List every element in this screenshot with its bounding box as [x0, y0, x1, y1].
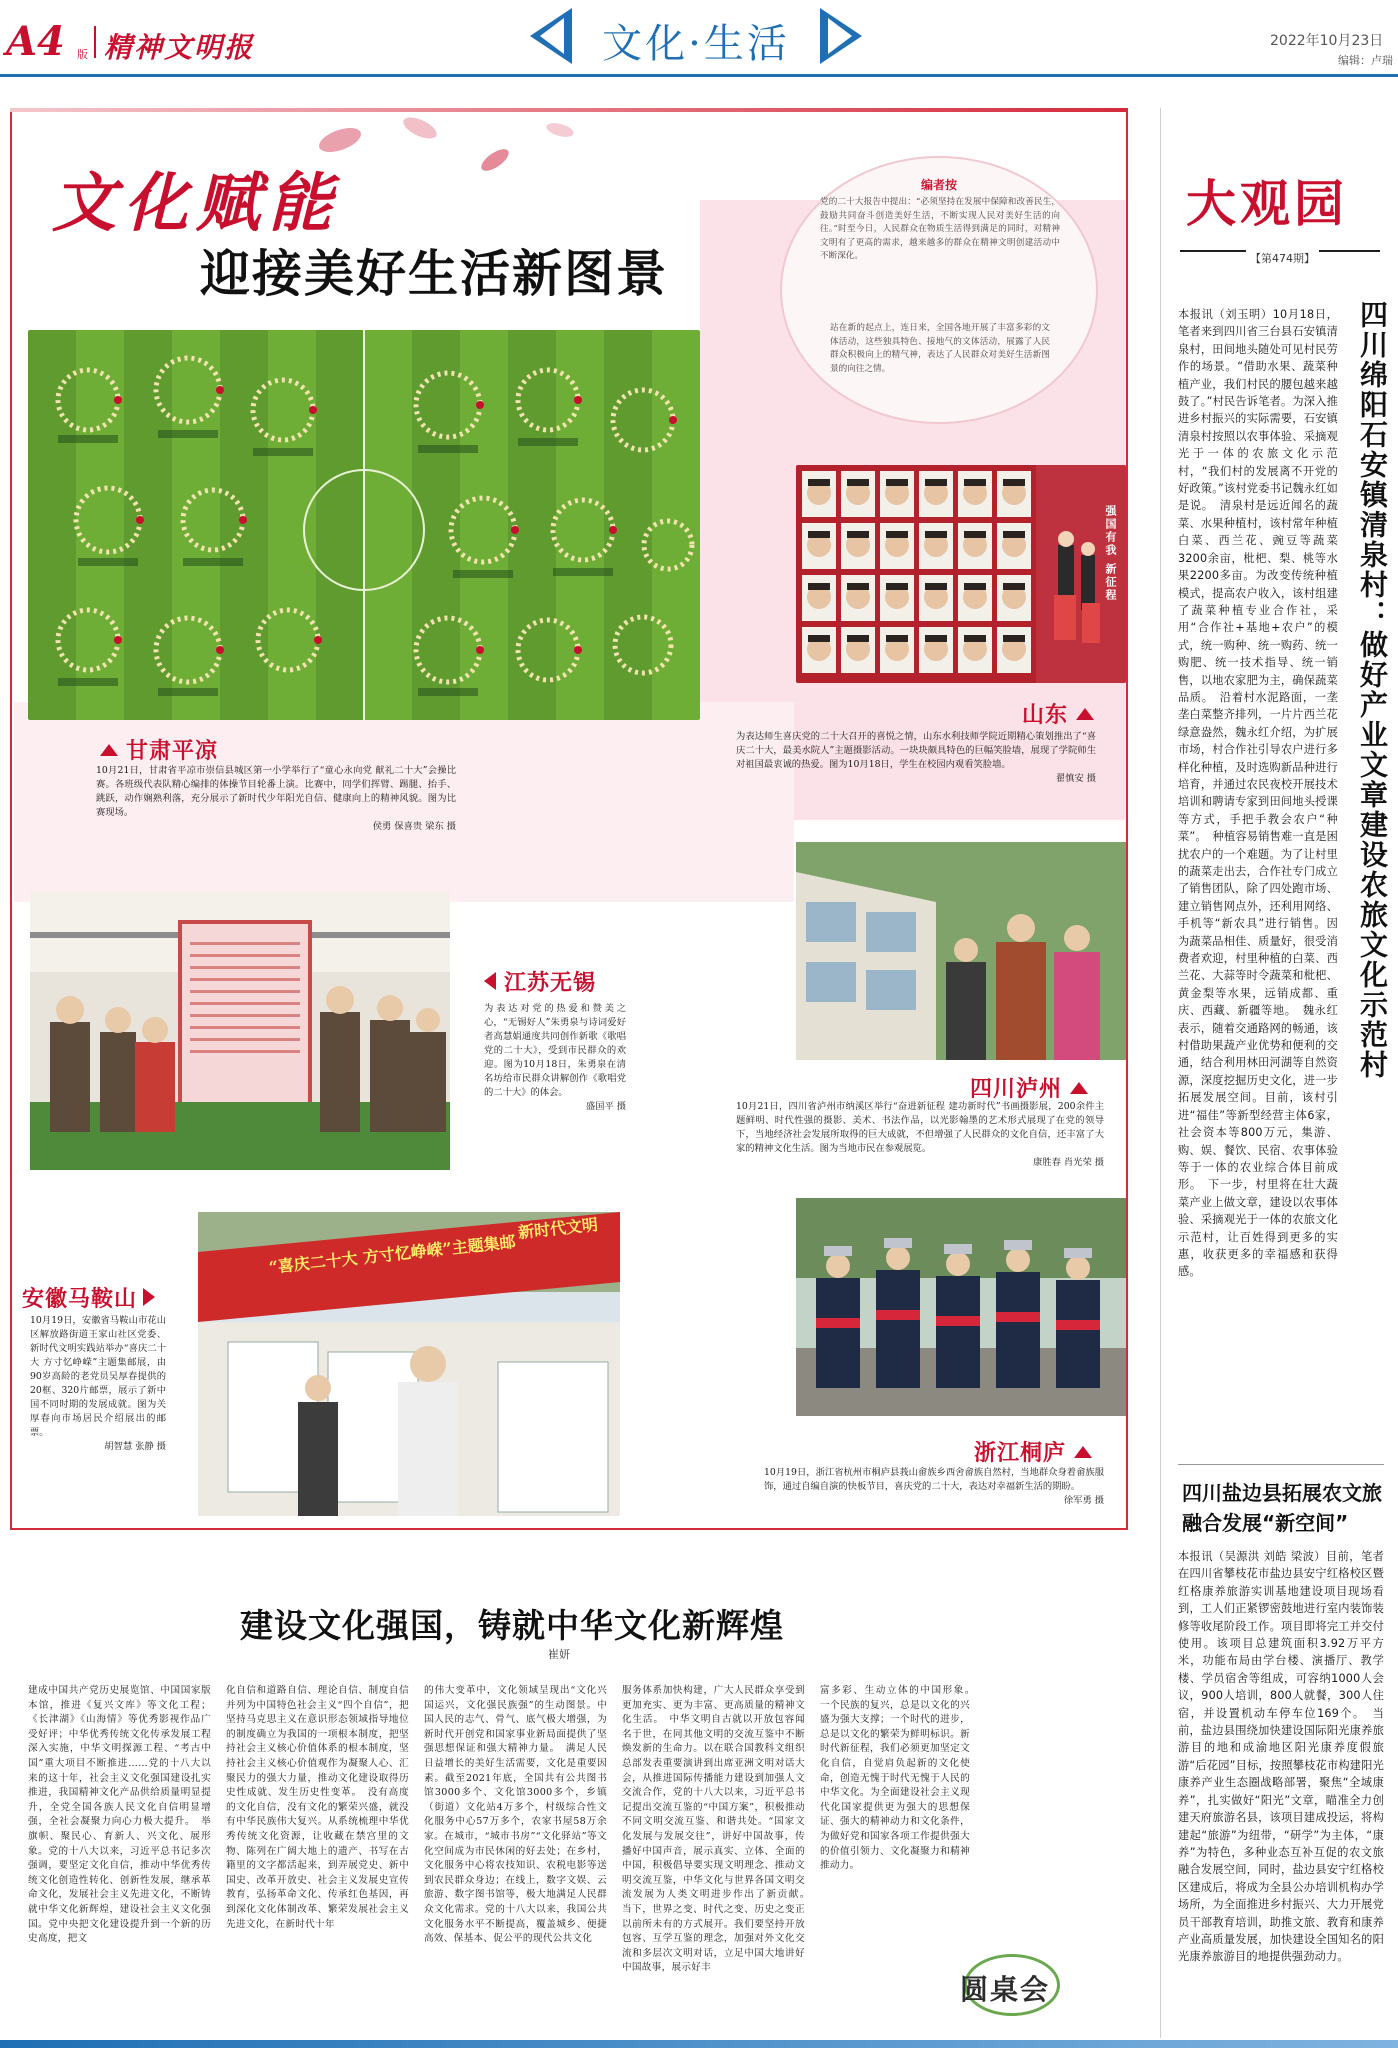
- photo-shandong-facewall: [796, 465, 1126, 683]
- face-hair: [925, 531, 947, 538]
- caption-luzhou-text: 10月21日，四川省泸州市纳溪区举行“奋进新征程 建功新时代”书画摄影展，200余件主题鲜明、时代性强的摄影、美术、书法作品，以光影翰墨的艺术形式展现了在党的领导下，当地经济社会发展所取得的巨大成就，不但增强了人民群众的文化自信，还丰富了大家的精神文化生活。图为当地市民在参观展览。: [736, 1101, 1104, 1154]
- caption-shandong: [736, 730, 1096, 786]
- face-hair: [886, 583, 908, 590]
- caption-zhejiang-text: 10月19日，浙江省杭州市桐庐县莪山畲族乡西舍畲族自然村，当地群众身着畲族服饰，通过自编自演的快板节目，喜庆党的二十大，表达对幸福新生活的期盼。: [764, 1467, 1104, 1492]
- editor-note-p1: 党的二十大报告中提出：“必须坚持在发展中保障和改善民生，鼓励共同奋斗创造美好生活，不断实现人民对美好生活的向往。”时至今日，人民群众在物质生活得到满足的同时，对精神文明有了更高的需求，越来越多的群众在精神文明创建活动中不断深化。: [820, 197, 1060, 261]
- sidebar-rule-mid: [1178, 1464, 1384, 1465]
- caption-shandong-credit: 翟慎安 摄: [1055, 773, 1096, 784]
- editor-note-title: 编者按: [920, 178, 957, 192]
- region-name-anhui: 安徽马鞍山: [22, 1286, 138, 1312]
- face-hair: [808, 635, 830, 642]
- sidebar-headline-2: 四川盐边县拓展农文旅融合发展“新空间”: [1182, 1481, 1382, 1535]
- issue-date: 2022年10月23日: [1270, 33, 1384, 49]
- sidebar-body-2: 本报讯（吴源洪 刘皓 梁波）目前，笔者在四川省攀枝花市盐边县安宁红格校区暨红格康养旅游实训基地建设项目现场看到，工人们正紧锣密鼓地进行室内装饰装修等收尾阶段工作。项目即将完工并交付使用。该项目总建筑面积3.92万平方米，功能布局由学台楼、演播厅、教学楼、学员宿舍等组成，可容纳1000人会议，900人培训，800人就餐，300人住宿，并设置机动车停车位169个。 当前，盐边县围绕加快建设国际阳光康养旅游目的地和成渝地区阳光康养度假旅游“后花园”目标，按照攀枝花市构建阳光康养产业生态圈战略部署，聚焦“全域康养”，扎实做好“阳光”文章，瞄准全力创建天府旅游名县，该项目建成投运，将构建起“旅游”为纽带，“研学”为主体，“康养”为特色，多种业态互补互促的农文旅融合发展空间，同时，盐边县安宁红格校区建成后，将成为全县公办培训机构办学场所，为全面推进乡村振兴、大力开展党员干部教育培训，助推文旅、教育和康养产业高质量发展，加快建设全国知名的阳光康养旅游目的地提供强劲动力。: [1178, 1550, 1384, 1964]
- face-hair: [808, 479, 830, 486]
- sidebar-issue: 【第474期】: [1246, 250, 1319, 266]
- section-title: 文化·生活: [602, 21, 790, 67]
- caption-jiangsu-credit: 盛国平 摄: [585, 1101, 626, 1112]
- masthead: [0, 0, 1398, 78]
- page-number-suffix: 版: [77, 48, 88, 61]
- face-hair: [925, 479, 947, 486]
- editor-note-p2: 站在新的起点上，连日来，全国各地开展了丰富多彩的文体活动，这些独具特色、接地气的文体活动，展露了人民群众积极向上的精气神，表达了人民群众对美好生活新图景的向往之情。: [830, 323, 1050, 374]
- feature-title-main: 文化赋能: [52, 166, 340, 241]
- region-name-luzhou: 四川泸州: [970, 1076, 1063, 1102]
- face-hair: [808, 583, 830, 590]
- photo-jiangsu: [30, 892, 450, 1170]
- face-hair: [964, 479, 986, 486]
- right-arrow-icon: [818, 6, 866, 66]
- caption-luzhou-credit: 康胜春 肖光荣 摄: [1033, 1157, 1104, 1168]
- caption-anhui: [30, 1314, 166, 1454]
- face-hair: [964, 583, 986, 590]
- editor-note: [780, 156, 1098, 424]
- commentary-col-4: 服务体系加快构建，广大人民群众享受到更加充实、更为丰富、更高质量的精神文化生活。 中华文明自古就以开放包容闻名于世，在同其他文明的交流互鉴中不断焕发新的生命力。以在联合国教科文组织总部发表重要演讲到出席亚洲文明对话大会，从推进国际传播能力建设到加强人文交流合作，党的十八大以来，习近平总书记提出交流互鉴的“中国方案”，积极推动不同文明交流互鉴、和谐共处。“国家文化发展与发展交往”，讲好中国故事，传播好中国声音，展示真实、立体、全面的中国，积极倡导要实现文明理念、推动文明交流互鉴，中华文化与世界各国文明交流发展为人类文明进步作出了新贡献。 当下，世界之变、时代之变、历史之变正以前所未有的方式展开。我们要坚持开放包容、互学互鉴的理念，加强对外文化交流和多层次文明对话，立足中国大地讲好中国故事，展示好丰: [622, 1685, 815, 1974]
- masthead-rule: [0, 74, 1398, 77]
- anhui-banner-text: “喜庆二十大 方寸忆峥嵘”主题集邮: [267, 1232, 517, 1277]
- shandong-banner: 强国有我 新征程: [1104, 505, 1117, 602]
- caption-gansu-text: 10月21日，甘肃省平凉市崇信县城区第一小学举行了“童心永向党 献礼二十大”会操比赛。各班级代表队精心编排的体操节目轮番上演。比赛中，同学们挥臂、踢腿、抬手、跳跃，动作娴熟利落，充分展示了新时代少年阳光自信、健康向上的精神风貌。图为比赛现场。: [96, 765, 456, 818]
- photo-anhui: [198, 1212, 620, 1516]
- roundtable-title: 圆桌会: [960, 1973, 1051, 2006]
- commentary-headline: 建设文化强国，铸就中华文化新辉煌: [240, 1606, 784, 1645]
- commentary-col-2: 化自信和道路自信、理论自信、制度自信并列为中国特色社会主义“四个自信”，把坚持马克思主义在意识形态领域指导地位的制度确立为我国的一项根本制度，把坚持社会主义核心价值体系的根本制度，坚持社会主义核心价值观作为凝聚人心、汇聚民力的强大力量，推动文化建设取得历史性成就、发生历史性变革。 没有高度的文化自信，没有文化的繁荣兴盛，就没有中华民族伟大复兴。从系统梳理中华优秀传统文化资源，让收藏在禁宫里的文物、陈列在广阔大地上的遗产、书写在古籍里的文字都活起来，到弄展党史、新中国史、改革开放史、社会主义发展史宣传教育，弘扬革命文化、传承红色基因，再到深化文化体制改革、繁荣发展社会主义先进文化，在新时代十年: [226, 1685, 409, 1930]
- face-hair: [847, 635, 869, 642]
- page-number: A4: [6, 18, 65, 65]
- face-hair: [808, 531, 830, 538]
- zhejiang-scene: [796, 1198, 1126, 1416]
- masthead-divider: [94, 26, 96, 58]
- region-label-jiangsu: [484, 966, 596, 997]
- face-hair: [1003, 479, 1025, 486]
- face-wall: [796, 465, 1126, 683]
- triangle-icon: [100, 744, 118, 756]
- commentary-col-3: 的伟大变革中，文化领域呈现出“文化兴国运兴，文化强民族强”的生动图景。中国人民的志气、骨气、底气极大增强，为新时代开创党和国家事业新局面提供了坚强思想保证和强大精神力量。 满足人民日益增长的美好生活需要，文化是重要因素。截至2021年底，全国共有公共图书馆3000多个、文化馆3000多个，乡镇（街道）文化站4万多个，村级综合性文化服务中心57万多个，农家书屋58万余家。在城市，“城市书房”“文化驿站”等文化空间成为市民休闲的好去处；在乡村，文化服务中心将农技知识、农税电影等送到农民群众身边；在线上，数字文娱、云旅游、数字图书馆等，极大地满足人民群众文化需求。党的十八大以来，我国公共文化服务水平不断提高，覆盖城乡、便捷高效、保基本、促公平的现代公共文化: [424, 1685, 607, 1945]
- face-hair: [925, 635, 947, 642]
- caption-anhui-credit: 胡智慧 张静 摄: [104, 1441, 166, 1452]
- face-hair: [886, 479, 908, 486]
- jiangsu-scene: [30, 892, 450, 1170]
- region-name-gansu: 甘肃平凉: [126, 738, 219, 764]
- triangle-icon: [143, 1288, 155, 1306]
- feature-title-sub: 迎接美好生活新图景: [200, 244, 668, 303]
- triangle-icon: [1074, 1446, 1092, 1458]
- caption-jiangsu-text: 为表达对党的热爱和赞美之心，“无锡好人”朱勇泉与诗词爱好者高慧娟通度共同创作新歌《歌唱党的二十大》，受到市民群众的欢迎。图为10月18日，朱勇泉在清名坊给市民群众讲解创作《歌唱党的二十大》的体会。: [484, 1003, 626, 1098]
- sidebar-divider: [1160, 108, 1161, 2038]
- region-label-shandong: [1022, 698, 1094, 729]
- roundtable-logo: [946, 1950, 1076, 2030]
- commentary-col-1: 建成中国共产党历史展览馆、中国国家版本馆，推进《复兴文库》等文化工程；《长津湖》《山海情》等优秀影视作品广受好评；中华优秀传统文化传承发展工程深入实施，中华文明探源工程、“考古中国”重大项目不断推进……党的十八大以来的这十年，社会主义文化强国建设扎实推进，我国精神文化产品供给质量明显提升，全党全国各族人民文化自信明显增强，全社会凝聚力向心力极大提升。 举旗帜、聚民心、育新人、兴文化、展形象。党的十八大以来，习近平总书记多次强调，要坚定文化自信，推动中华优秀传统文化创造性转化、创新性发展，继承革命文化，发展社会主义先进文化，不断铸就中华文化新辉煌，建设社会主义文化强国。党中央把文化建设提升到一个新的历史高度，把文: [28, 1685, 211, 1945]
- face-hair: [1003, 531, 1025, 538]
- bottom-rule: [0, 2040, 1398, 2048]
- region-label-anhui: [22, 1282, 155, 1313]
- face-hair: [886, 635, 908, 642]
- face-hair: [1003, 635, 1025, 642]
- paper-name: 精神文明报: [104, 31, 255, 64]
- face-hair: [847, 531, 869, 538]
- photo-zhejiang: [796, 1198, 1126, 1416]
- caption-gansu: [96, 764, 456, 834]
- caption-luzhou: [736, 1100, 1104, 1170]
- region-name-shandong: 山东: [1022, 702, 1069, 728]
- photo-gansu-field: [28, 330, 700, 720]
- anhui-banner-text-2: 新时代文明: [517, 1214, 599, 1243]
- triangle-icon: [1076, 708, 1094, 720]
- caption-anhui-text: 10月19日，安徽省马鞍山市花山区解放路街道王家山社区党委、新时代文明实践站举办“喜庆二十大 方寸忆峥嵘”主题集邮展，由90岁高龄的老党员吴厚春提供的20框、320片邮票，展示了新中国不同时期的发展成就。图为关厚春向市场居民介绍展出的邮票。: [30, 1315, 166, 1438]
- face-hair: [847, 583, 869, 590]
- caption-gansu-credit: 侯勇 保喜贵 梁东 摄: [372, 821, 456, 832]
- caption-zhejiang-credit: 徐军勇 摄: [1063, 1495, 1104, 1506]
- sidebar-headline-1: 四川绵阳石安镇清泉村：做好产业文章建设农旅文化示范村: [1356, 300, 1389, 1080]
- caption-shandong-text: 为表达师生喜庆党的二十大召开的喜悦之情，山东水利技师学院近期精心策划推出了“喜庆二十大，最美水院人”主题摄影活动。一块块颇具特色的巨幅笑脸墙，展现了学院师生对祖国最衷诚的热爱。图为10月18日，学生在校园内观看笑脸墙。: [736, 731, 1096, 770]
- caption-zhejiang: [764, 1466, 1104, 1508]
- face-hair: [847, 479, 869, 486]
- editor-credit: 编辑：卢瑞: [1338, 54, 1393, 67]
- luzhou-scene: [796, 842, 1126, 1060]
- face-hair: [886, 531, 908, 538]
- region-label-gansu: [100, 734, 218, 765]
- face-hair: [1003, 583, 1025, 590]
- region-name-zhejiang: 浙江桐庐: [974, 1440, 1067, 1466]
- face-hair: [925, 583, 947, 590]
- field-formation: [28, 330, 700, 720]
- triangle-icon: [484, 972, 496, 990]
- sidebar-column-name: 大观园: [1186, 174, 1348, 233]
- commentary-col-5: 富多彩、生动立体的中国形象。 一个民族的复兴，总是以文化的兴盛为强大支撑；一个时代的进步，总是以文化的繁荣为鲜明标识。新时代新征程，我们必须更加坚定文化自信，自觉肩负起新的文化使命，创造无愧于时代无愧于人民的中华文化。为全面建设社会主义现代化国家提供更为强大的思想保证、强大的精神动力和文化条件，为做好党和国家各项工作提供强大的价值引领力、文化凝聚力和精神推动力。: [820, 1685, 980, 1872]
- sidebar-body-1: 本报讯（刘玉明）10月18日，笔者来到四川省三台县石安镇清泉村，田间地头随处可见村民劳作的场景。“借助水果、蔬菜种植产业，我们村民的腰包越来越鼓了。”村民告诉笔者。为深入推进乡村振兴的实际需要，石安镇清泉村按照以农事体验、采摘观光于一体的农旅文化示范村，“我们村的发展离不开党的好政策。”该村党委书记魏永红如是说。 清泉村是远近闻名的蔬菜、水果种植村，该村常年种植白菜、西兰花、豌豆等蔬菜3200余亩，枇杷、梨、桃等水果2200多亩。为改变传统种植模式，提高农户收入，该村组建了蔬菜种植专业合作社，采用“合作社+基地+农户”的模式，统一购种、统一购药、统一购肥、统一技术指导、统一销售，以地农家肥为主，确保蔬菜品质。 沿着村水泥路面，一垄垄白菜整齐排列，一片片西兰花绿意盎然，魏永红介绍，为扩展市场，村合作社引导农户进行多样化种植，及时选购新品种进行培育，并通过农民夜校开展技术培训和聘请专家到田间地头授课等方式，手把手教会农户“种菜”。 种植容易销售难一直是困扰农户的一个难题。为了让村里的蔬菜走出去，合作社专门成立了销售团队，除了四处跑市场、建立销售网点外，还利用网络、手机等“新农具”进行销售。因为蔬菜品相佳、质量好，很受消费者欢迎，村里种植的白菜、西兰花、大蒜等时令蔬菜和枇杷、黄金梨等水果，远销成都、重庆、西藏、新疆等地。 魏永红表示，随着交通路网的畅通，该村借助果蔬产业优势和便利的交通，结合利用林田河湖等自然资源，深度挖掘历史文化，进一步拓展发展空间。目前，该村引进“福佳”等新型经营主体6家，社会资本等800万元，集游、购、娱、餐饮、民宿、农事体验等于一体的农业综合体目前成形。 下一步，村里将在壮大蔬菜产业上做文章，建设以农事体验、采摘观光于一体的农旅文化示范村，让百姓得到更多的实惠，收获更多的幸福感和获得感。: [1178, 308, 1338, 1279]
- region-label-luzhou: [970, 1072, 1088, 1103]
- region-label-zhejiang: [974, 1436, 1092, 1467]
- triangle-icon: [1070, 1082, 1088, 1094]
- photo-luzhou: [796, 842, 1126, 1060]
- face-hair: [964, 635, 986, 642]
- commentary-author: 崔妍: [548, 1648, 570, 1661]
- caption-jiangsu: [484, 1002, 626, 1114]
- left-arrow-icon: [526, 6, 574, 66]
- region-name-jiangsu: 江苏无锡: [504, 970, 597, 996]
- section-tab: [526, 6, 866, 66]
- face-hair: [964, 531, 986, 538]
